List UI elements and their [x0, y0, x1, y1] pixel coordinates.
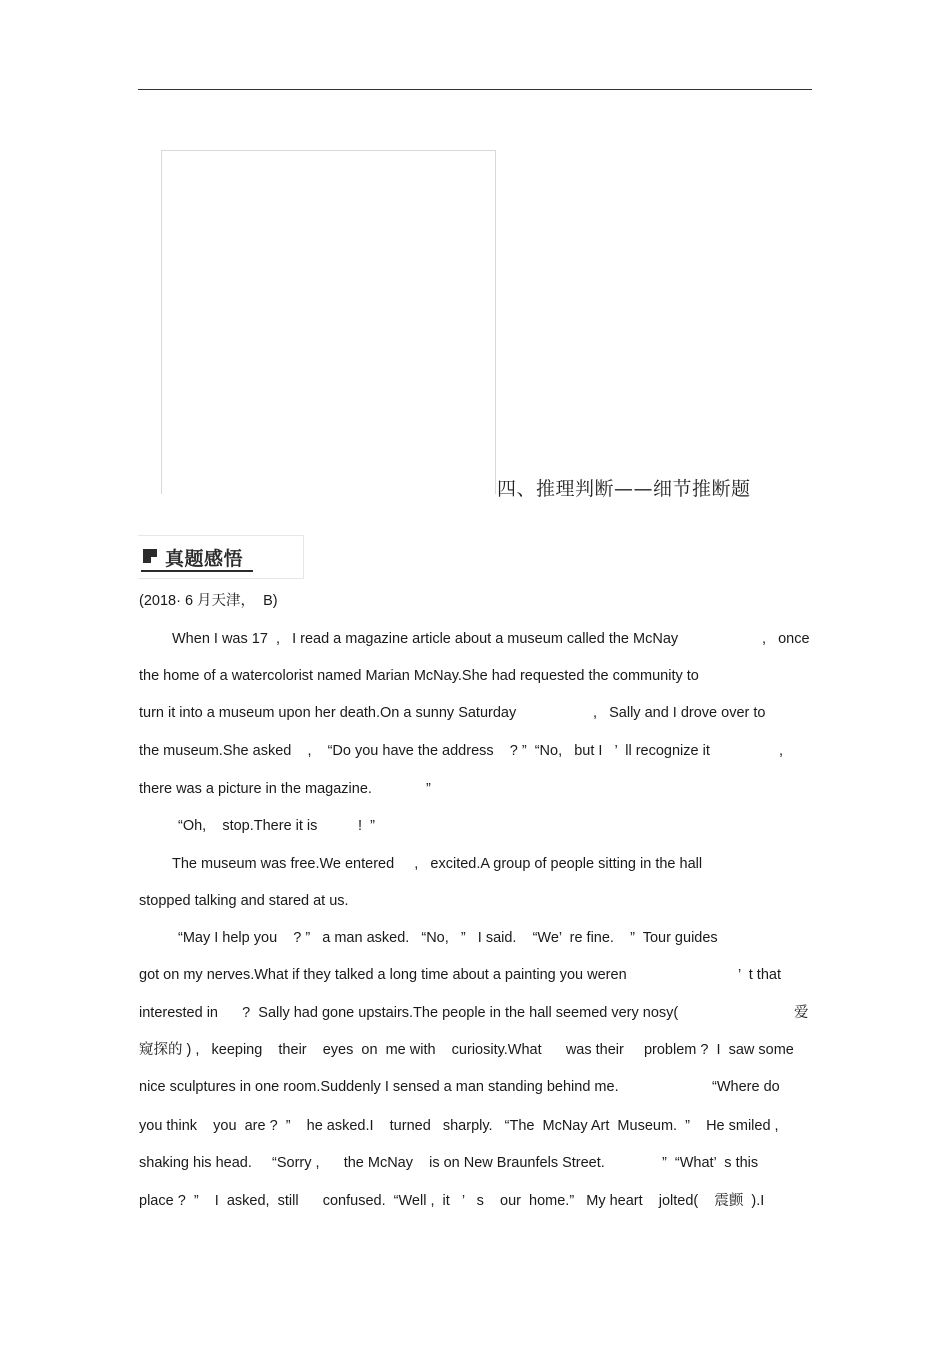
section-badge [138, 535, 304, 579]
source-citation: (2018· 6 月天津， B) [139, 593, 278, 609]
image-placeholder [161, 150, 496, 494]
passage-line-segment: When I was 17 , I read a magazine article about a museum called the McNay [172, 631, 679, 647]
passage-line-segment: ” [426, 781, 431, 797]
passage-line-segment: the home of a watercolorist named Marian McNay.She had requested the community to [139, 668, 699, 684]
passage-line-segment: , once [762, 631, 810, 647]
passage-line-segment: “Where do [712, 1079, 780, 1095]
passage-line-segment: nice sculptures in one room.Suddenly I sensed a man standing behind me. [139, 1079, 619, 1095]
passage-line-segment: place ? ” I asked, still confused. “Well , it ’ s our home.” My heart jolted( 震颤 ).I [139, 1193, 765, 1209]
passage-line-segment: stopped talking and stared at us. [139, 893, 349, 909]
passage-line-segment: ” “What’ s this [662, 1155, 759, 1171]
badge-label: 真题感悟 [165, 548, 244, 570]
passage-line-segment: turn it into a museum upon her death.On a sunny Saturday [139, 705, 517, 721]
passage-line-segment: 窥探的 ) , keeping their eyes on me with curiosity.What was their problem ? I saw some [139, 1042, 794, 1058]
passage-line-segment: shaking his head. “Sorry , the McNay is on New Braunfels Street. [139, 1155, 605, 1171]
header-rule [138, 89, 812, 90]
passage-line-segment: , [779, 743, 784, 759]
square-bookmark-icon [143, 549, 157, 563]
passage-line-segment: there was a picture in the magazine. [139, 781, 372, 797]
passage-line-segment: “Oh, stop.There it is [178, 818, 318, 834]
passage-line-segment: you think you are ? ” he asked.I turned sharply. “The McNay Art Museum. ” He smiled , [139, 1118, 779, 1134]
passage-line-segment: ! ” [358, 818, 375, 834]
section-title: 四、推理判断——细节推断题 [497, 478, 751, 500]
passage-line-segment: , Sally and I drove over to [593, 705, 766, 721]
passage-line-segment: “May I help you ? ” a man asked. “No, ” I said. “We’ re fine. ” Tour guides [178, 930, 718, 946]
passage-line-segment: interested in ? Sally had gone upstairs.The people in the hall seemed very nosy( [139, 1005, 679, 1021]
passage-line-segment: the museum.She asked , “Do you have the address ? ” “No, but I ’ ll recognize it [139, 743, 710, 759]
passage-line-segment: The museum was free.We entered , excited.A group of people sitting in the hall [172, 856, 703, 872]
badge-underline [141, 570, 253, 572]
passage-line-segment: ’ t that [738, 967, 781, 983]
passage-line-segment: 爱 [794, 1005, 809, 1021]
passage-line-segment: got on my nerves.What if they talked a long time about a painting you weren [139, 967, 627, 983]
